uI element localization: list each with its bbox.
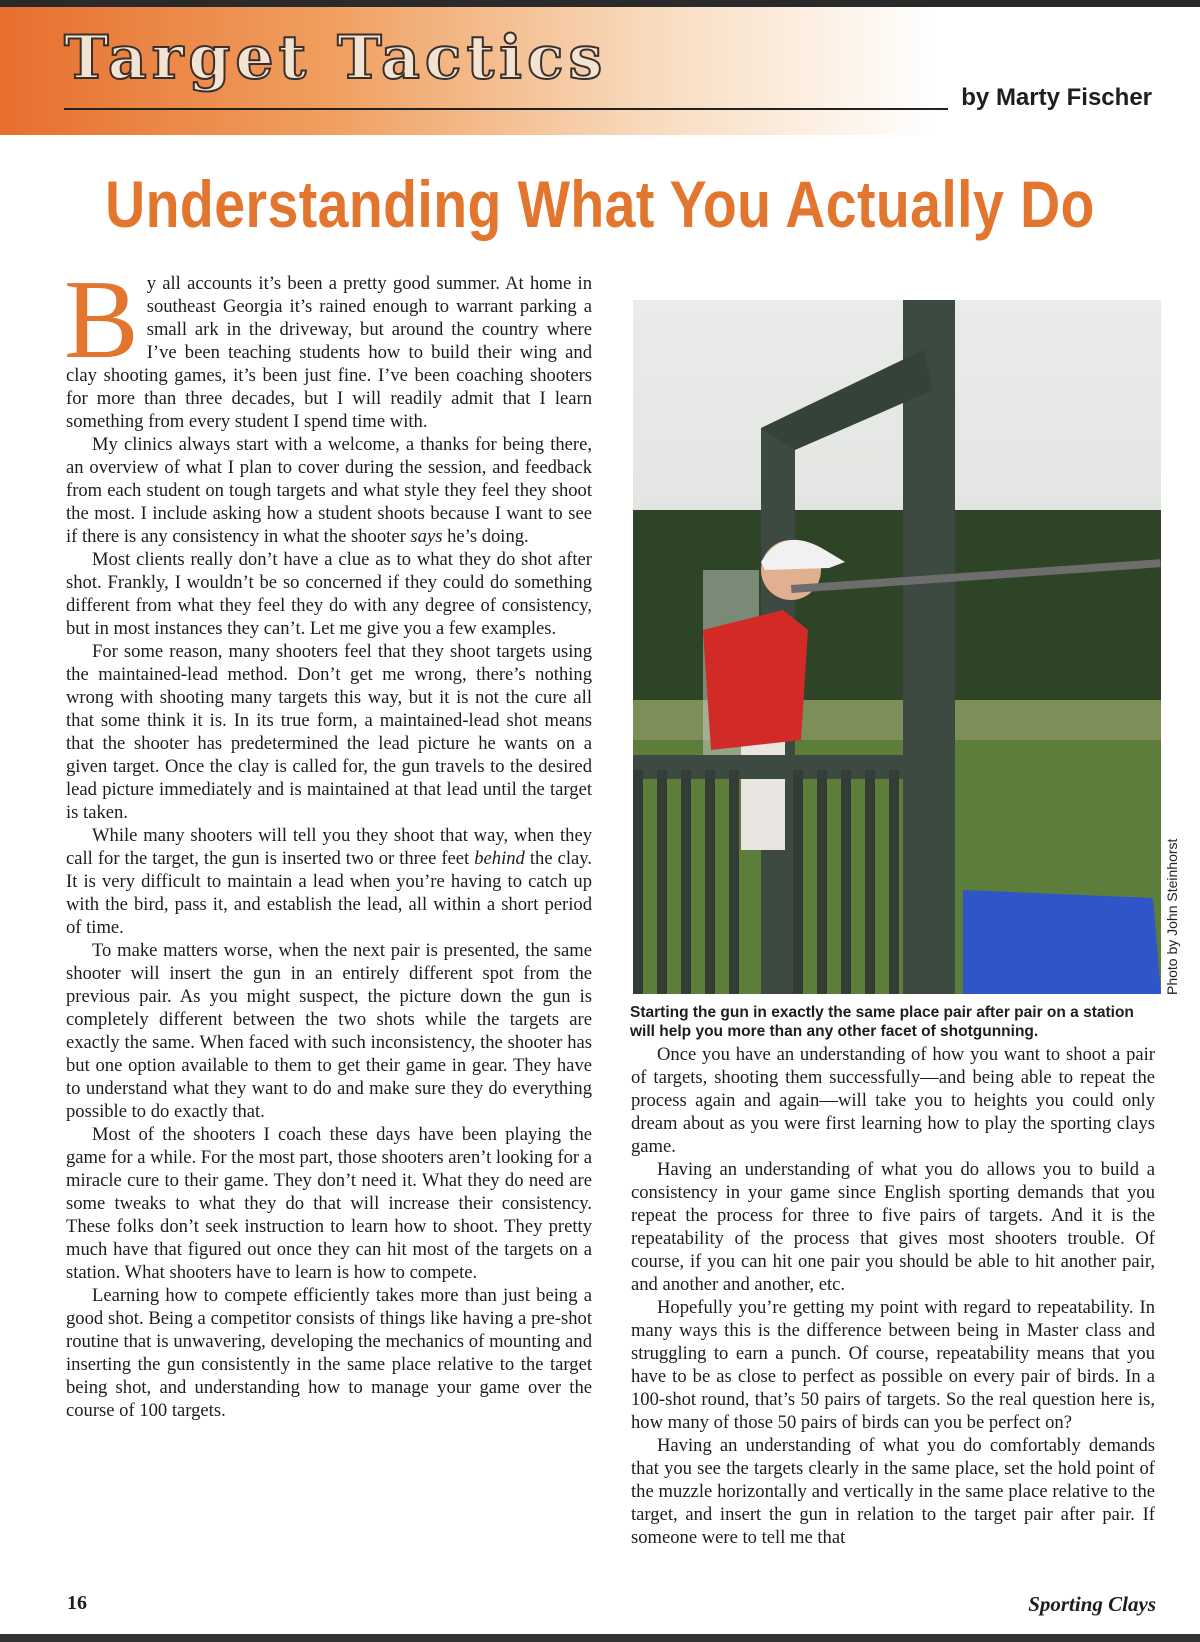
drop-cap: B — [64, 258, 139, 382]
paragraph — [631, 1434, 1155, 1549]
right-column — [631, 1043, 1155, 1549]
emphasis-text: says — [410, 526, 443, 547]
paragraph-text: To make matters worse, when the next pair is presented, the same shooter will insert the gun in an entirely different spot from the previous pair. As you might suspect, the picture down the gun is completely different between the two shots while the targets are exactly the same. When faced with such inconsistency, the shooter has but one option available to them to get their game in gear. They have to understand what they want to do and make sure they do everything possible to do exactly that. — [66, 940, 592, 1122]
paragraph-text: Having an understanding of what you do comfortably demands that you see the targets clearly in the same place, set the hold point of the muzzle horizontally and vertically in the same place relative to the target, and insert the gun in relation to the target pair after pair. If someone were to tell me that — [631, 1435, 1155, 1548]
paragraph-text: My clinics always start with a welcome, a thanks for being there, an overview of what I plan to cover during the session, and feedback from each student on tough targets and what style they feel they shoot the most. I include asking how a student shoots because I want to see if there is any consistency in what the shooter — [66, 434, 592, 547]
header-rule — [64, 108, 948, 110]
shooter-shirt — [703, 610, 808, 750]
paragraph — [631, 1158, 1155, 1296]
blue-bin — [963, 890, 1161, 994]
byline: by Marty Fischer — [961, 84, 1152, 111]
paragraph-text: the clay. It is very difficult to maintain a lead when you’re having to catch up with the bird, pass it, and establish the lead, all within a short period of time. — [66, 848, 592, 938]
paragraph — [66, 433, 592, 548]
paragraph-text: For some reason, many shooters feel that they shoot targets using the maintained-lead method. Don’t get me wrong, there’s nothing wrong with shooting many targets this way, but it is not the cure all that some think it is. In its true form, a maintained-lead shot means that the shooter has predetermined the lead picture he wants on a given target. Once the clay is called for, the gun travels to the desired lead picture immediately and is maintained at that lead until the target is taken. — [66, 641, 592, 823]
stand-post-right — [903, 300, 955, 994]
paragraph — [66, 939, 592, 1123]
photo-credit: Photo by John Steinhorst — [1164, 838, 1180, 995]
headline: Understanding What You Actually Do — [105, 167, 1095, 241]
emphasis-text: behind — [474, 848, 525, 869]
paragraph-text: Once you have an understanding of how you want to shoot a pair of targets, shooting them successfully—and being able to repeat the process again and again—will take you to heights you could only dream about as you were first learning how to play the sporting clays game. — [631, 1044, 1155, 1157]
paragraph-text: Learning how to compete efficiently takes more than just being a good shot. Being a competitor consists of things like having a pre-shot routine that is unwavering, developing the mechanics of mounting and inserting the gun consistently in the same place relative to the target being shot, and understanding how to manage your game over the course of 100 targets. — [66, 1285, 592, 1421]
paragraph-text: While many shooters will tell you they shoot that way, when they call for the target, the gun is inserted two or three feet — [66, 825, 592, 869]
magazine-name: Sporting Clays — [1028, 1592, 1156, 1616]
bottom-border — [0, 1634, 1200, 1642]
left-column — [64, 258, 592, 1422]
paragraph — [64, 258, 592, 433]
paragraph-text: he’s doing. — [442, 526, 529, 547]
paragraph — [66, 640, 592, 824]
paragraph-text: y all accounts it’s been a pretty good summer. At home in southeast Georgia it’s rained enough to warrant parking a small ark in the driveway, but around the country where I’ve been teaching students how to build their wing and clay shooting games, it’s been just fine. I’ve been coaching shooters for more than three decades, but I will readily admit that I learn something from every student I spend time with. — [66, 273, 592, 432]
page-number: 16 — [67, 1592, 87, 1614]
paragraph-text: Hopefully you’re getting my point with regard to repeatability. In many ways this is the difference between being in Master class and struggling to earn a punch. Of course, repeatability means that you have to be as close to perfect as possible on every pair of birds. In a 100-shot round, that’s 50 pairs of targets. So the real question here is, how many of those 50 pairs of birds can you be perfect on? — [631, 1297, 1155, 1433]
paragraph — [66, 548, 592, 640]
section-title: Target Tactics — [64, 23, 608, 93]
paragraph — [631, 1043, 1155, 1158]
paragraph-text: Most of the shooters I coach these days have been playing the game for a while. For the most part, those shooters aren’t looking for a miracle cure to their game. They don’t need it. What they do need are some tweaks to what they do that will increase their consistency. These folks don’t seek instruction to learn how to shoot. They pretty much have that figured out once they can hit most of the targets on a station. What shooters have to learn is how to compete. — [66, 1124, 592, 1283]
paragraph — [66, 1123, 592, 1284]
paragraph — [66, 824, 592, 939]
paragraph-text: Having an understanding of what you do allows you to build a consistency in your game since English sporting demands that you repeat the process for three to five pairs of targets. And it is the repeatability of the process that gives most shooters trouble. Of course, if you can hit one pair you should be able to hit another pair, and another and another, etc. — [631, 1159, 1155, 1295]
paragraph — [631, 1296, 1155, 1434]
shooter-photo — [633, 300, 1161, 994]
trap-shooter-photo-icon — [633, 300, 1161, 994]
top-border — [0, 0, 1200, 7]
photo-caption: Starting the gun in exactly the same place pair after pair on a station will help you more than any other facet of shotgunning. — [630, 1004, 1134, 1040]
paragraph — [66, 1284, 592, 1422]
paragraph-text: Most clients really don’t have a clue as to what they do shot after shot. Frankly, I wouldn’t be so concerned if they could do something different from what they feel they do with any degree of consistency, but in most instances they can’t. Let me give you a few examples. — [66, 549, 592, 639]
